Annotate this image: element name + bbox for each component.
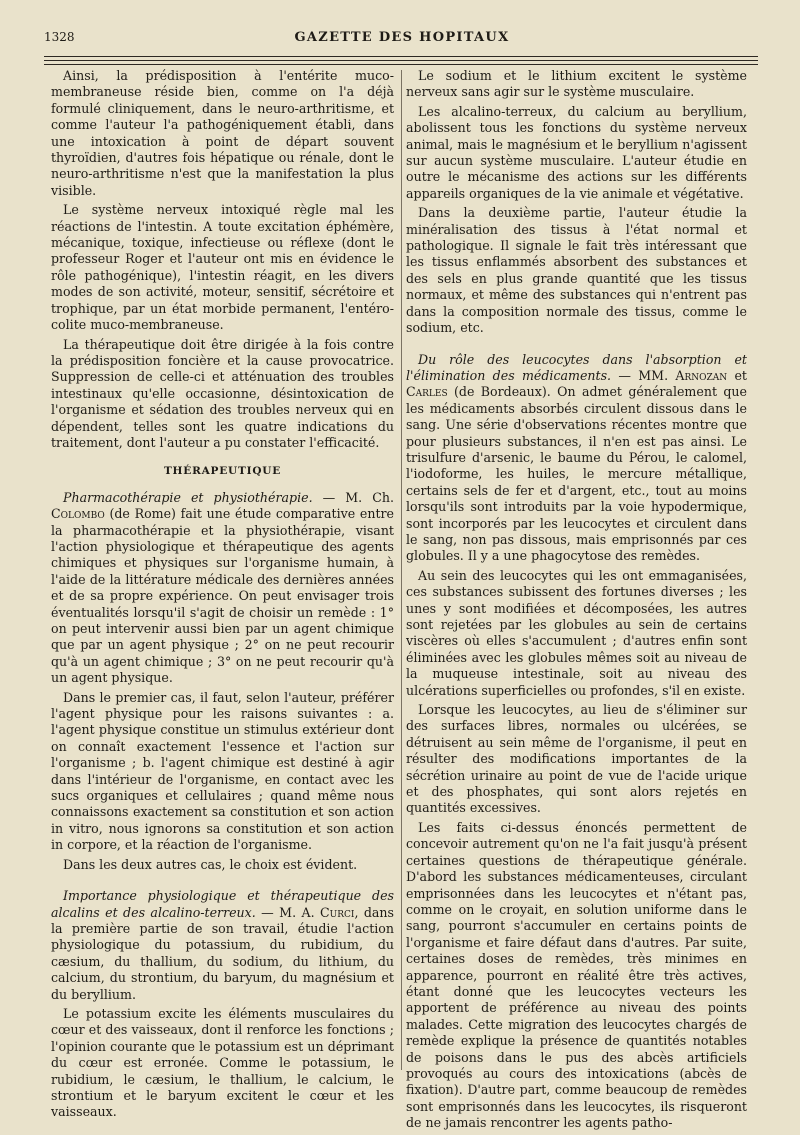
paragraph: La thérapeutique doit être dirigée à la fois contre la prédisposition foncière et la cause provocatrice. Suppression de celle-ci et atténuation des troubles intestinaux qu'elle occasionne, désintoxication de l'organisme et sédation des troubles nerveux qui en dépendent, telles sont les quatre indications du traitement, dont l'auteur a pu constater l'efficacité. xyxy=(51,336,394,450)
article-title: Pharmacothérapie et physiothérapie. xyxy=(63,489,313,505)
paragraph: Ainsi, la prédisposition à l'entérite muco-membraneuse réside bien, comme on l'a déjà formulé cliniquement, dans le neuro-arthritisme, et comme l'auteur l'a pathogéniquement établi, dans une intoxication à point de départ souvent thyroïdien, d'autres fois hépatique ou rénale, dont le neuro-arthritisme n'est que la manifestation la plus visible. xyxy=(51,68,394,198)
paragraph: Dans les deux autres cas, le choix est évident. xyxy=(63,856,358,872)
article-body: (de Rome) fait une étude comparative entre la pharmacothérapie et la physiothérapie, visant l'action physiologique et thérapeutique des agents chimiques et physiques sur l'organisme humain, à l'aide de la littérature médicale des dernières années et de sa propre expérience. On peut envisager trois éventualités lorsqu'il s'agit de choisir un remède : 1° on peut intervenir aussi bien par un agent chimique que par un agent physique ; 2° on ne peut recourir qu'à un agent chimique ; 3° on ne peut recourir qu'à un agent physique. xyxy=(51,506,394,686)
paragraph: Dans le premier cas, il faut, selon l'auteur, préférer l'agent physique pour les raisons suivantes : a. l'agent physique constitue un stimulus extérieur dont on connaît exactement l'essence et l'action sur l'organisme ; b. l'agent chimique est destiné à agir dans l'intérieur de l'organisme, en contact avec les sucs organiques et cellulaires ; quand même nous connaissons exactement sa constitution et son action in vitro, nous ignorons sa constitution et son action in corpore, et la réaction de l'organisme. xyxy=(51,689,394,853)
spacer xyxy=(51,876,394,888)
paragraph: Le système nerveux intoxiqué règle mal les réactions de l'intestin. A toute excitation éphémère, mécanique, toxique, infectieuse ou réflexe (dont le professeur Roger et l'auteur ont mis en évidence le rôle pathogénique), l'intestin réagit, en les divers modes de son activité, moteur, sensitif, sécrétoire et trophique, par un état morbide permanent, l'entéro-colite muco-membraneuse. xyxy=(51,202,394,333)
header-rule xyxy=(44,60,758,61)
paragraph: Au sein des leucocytes qui les ont emmaganisées, ces substances subissent des fortunes diverses ; les unes y sont modifiées et décomposées, les autres sont rejetées par les globules au sein de certains viscères où elles s'accumulent ; d'autres enfin sont éliminées avec les globules mêmes soit au niveau de la muqueuse intestinale, soit au niveau des ulcérations superficielles ou profondes, s'il en existe. xyxy=(406,567,747,698)
article-author: Arnozan xyxy=(675,367,728,383)
article-pharmacotherapie xyxy=(51,490,394,687)
article-title: Importance physiologique et thérapeutique des alcalins et des alcalino-terreux. xyxy=(51,888,394,920)
left-column xyxy=(51,68,394,1124)
paragraph: Les faits ci-dessus énoncés permettent de concevoir autrement qu'on ne l'a fait jusqu'à présent certaines questions de thérapeutique générale. D'abord les substances médicamenteuses, circulant emprisonnées dans les leucocytes et n'étant pas, comme on le croyait, en solution uniforme dans le sang, pourront s'accumuler en certains points de l'organisme et faire défaut dans d'autres. Par suite, certaines doses de remèdes, très minimes en apparence, pourront en réalité être très actives, étant donné que les leucocytes vecteurs les apportent de préférence au niveau des points malades. Cette migration des leucocytes chargés de remède explique la présence de quantités notables de poisons dans le pus des abcès artificiels provoqués au cours des intoxications (abcès de fixation). D'autre part, comme beaucoup de remèdes sont emprisonnés dans les leucocytes, ils risqueront de ne jamais rencontrer les agents patho- xyxy=(406,819,747,1131)
header-rule xyxy=(44,56,758,57)
paragraph: Le potassium excite les éléments musculaires du cœur et des vaisseaux, dont il renforce les fonctions ; l'opinion courante que le potassium est un déprimant du cœur est erronée. Comme le potassium, le rubidium, le cæsium, le thallium, le calcium, le strontium et le baryum excitent le cœur et les vaisseaux. xyxy=(51,1005,394,1120)
running-title: GAZETTE DES HOPITAUX xyxy=(294,30,510,45)
article-author: Colombo xyxy=(51,506,105,522)
paragraph: Lorsque les leucocytes, au lieu de s'éliminer sur des surfaces libres, normales ou ulcérées, se détruisent au sein même de l'organisme, il peut en résulter des modifications importantes de la sécrétion urinaire au point de vue de l'acide urique et des phosphates, qui sont alors rejetés en quantités excessives. xyxy=(406,702,747,816)
article-conjunction: et xyxy=(727,367,747,383)
article-alcalins xyxy=(51,888,394,1003)
article-dash: — M. Ch. xyxy=(312,489,394,505)
paragraph: Le sodium et le lithium excitent le système nerveux sans agir sur le système musculaire. xyxy=(406,68,747,100)
header-rule xyxy=(44,64,758,65)
article-body: , dans la première partie de son travail, étudie l'action physiologique du potassium, du rubidium, du cæsium, du thallium, du sodium, du lithium, du calcium, du strontium, du baryum, du magnésium et du beryllium. xyxy=(51,904,394,1002)
page-header xyxy=(44,30,760,52)
article-leucocytes xyxy=(406,352,747,565)
paragraph: Les alcalino-terreux, du calcium au beryllium, abolissent tous les fonctions du système nerveux animal, mais le magnésium et le beryllium n'agissent sur aucun système musculaire. L'auteur étudie en outre le mécanisme des actions sur les différents appareils organiques de la vie animale et végétative. xyxy=(406,103,747,201)
article-body: (de Bordeaux). On admet généralement que les médicaments absorbés circulent dissous dans le sang. Une série d'observations récentes montre que pour plusieurs substances, il n'en est pas ainsi. Le trisulfure d'arsenic, le baume du Pérou, le calomel, l'iodoforme, les huiles, le mercure métallique, certains sels de fer et d'argent, etc., tout au moins lorsqu'ils sont introduits par la voie hypodermique, sont incorporés par les leucocytes et circulent dans le sang, non pas dissous, mais emprisonnés par ces globules. Il y a une phagocytose des remèdes. xyxy=(406,384,747,564)
spacer xyxy=(406,340,747,352)
paragraph: Dans la deuxième partie, l'auteur étudie la minéralisation des tissus à l'état normal et pathologique. Il signale le fait très intéressant que les tissus enflammés absorbent des substances et des sels en plus grande quantité que les tissus normaux, et même des substances qui n'entrent pas dans la composition normale des tissus, comme le sodium, etc. xyxy=(406,205,747,336)
article-dash: — MM. xyxy=(611,367,676,383)
column-divider xyxy=(401,70,402,1070)
article-author: Carles xyxy=(406,384,448,400)
right-column xyxy=(406,68,747,1135)
article-title: Du rôle des leucocytes dans l'absorption et l'élimination des médicaments. xyxy=(406,351,747,383)
article-dash: — M. A. xyxy=(255,904,320,920)
article-author: Curci xyxy=(319,904,355,920)
page-number: 1328 xyxy=(44,30,75,44)
section-title: THÉRAPEUTIQUE xyxy=(163,465,282,478)
